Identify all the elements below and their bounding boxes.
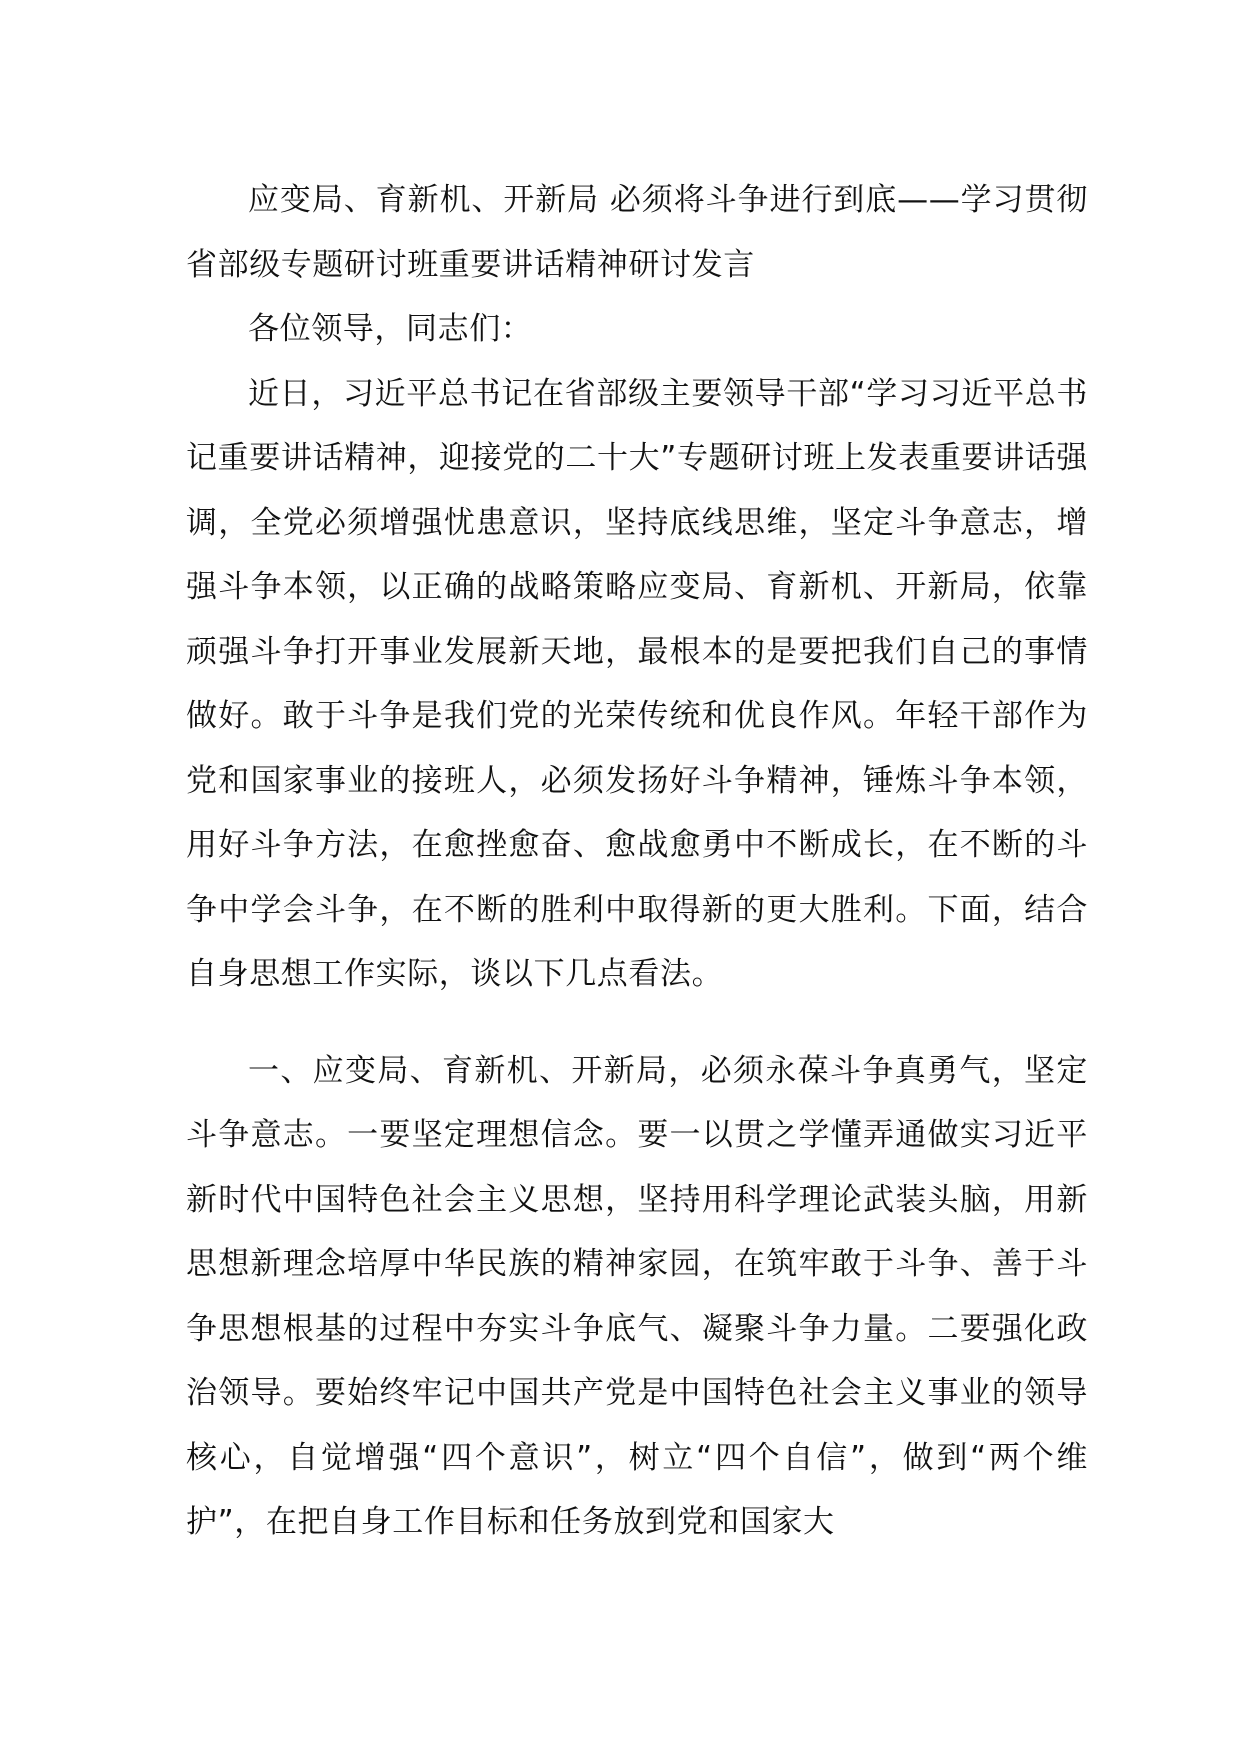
- greeting: 各位领导，同志们：: [248, 311, 533, 347]
- section-one-paragraph: 一、应变局、育新机、开新局，必须永葆斗争真勇气，坚定斗争意志。一要坚定理想信念。要一以贯之学懂弄通做实习近平新时代中国特色社会主义思想，坚持用科学理论武装头脑，用新思想新理念培厚中华民族的精神家园，在筑牢敢于斗争、善于斗争思想根基的过程中夯实斗争底气、凝聚斗争力量。二要强化政治领导。要始终牢记中国共产党是中国特色社会主义事业的领导核心，自觉增强“四个意识”，树立“四个自信”，做到“两个维护”，在把自身工作目标和任务放到党和国家大: [186, 1052, 1088, 1540]
- document-title: 应变局、育新机、开新局 必须将斗争进行到底——学习贯彻省部级专题研讨班重要讲话精神研讨发言: [186, 182, 1088, 283]
- body-paragraph: 近日，习近平总书记在省部级主要领导干部“学习习近平总书记重要讲话精神，迎接党的二十大”专题研讨班上发表重要讲话强调，全党必须增强忧患意识，坚持底线思维，坚定斗争意志，增强斗争本领，以正确的战略策略应变局、育新机、开新局，依靠顽强斗争打开事业发展新天地，最根本的是要把我们自己的事情做好。敢于斗争是我们党的光荣传统和优良作风。年轻干部作为党和国家事业的接班人，必须发扬好斗争精神，锤炼斗争本领，用好斗争方法，在愈挫愈奋、愈战愈勇中不断成长，在不断的斗争中学会斗争，在不断的胜利中取得新的更大胜利。下面，结合自身思想工作实际，谈以下几点看法。: [186, 375, 1088, 992]
- document-body: [186, 168, 1088, 1555]
